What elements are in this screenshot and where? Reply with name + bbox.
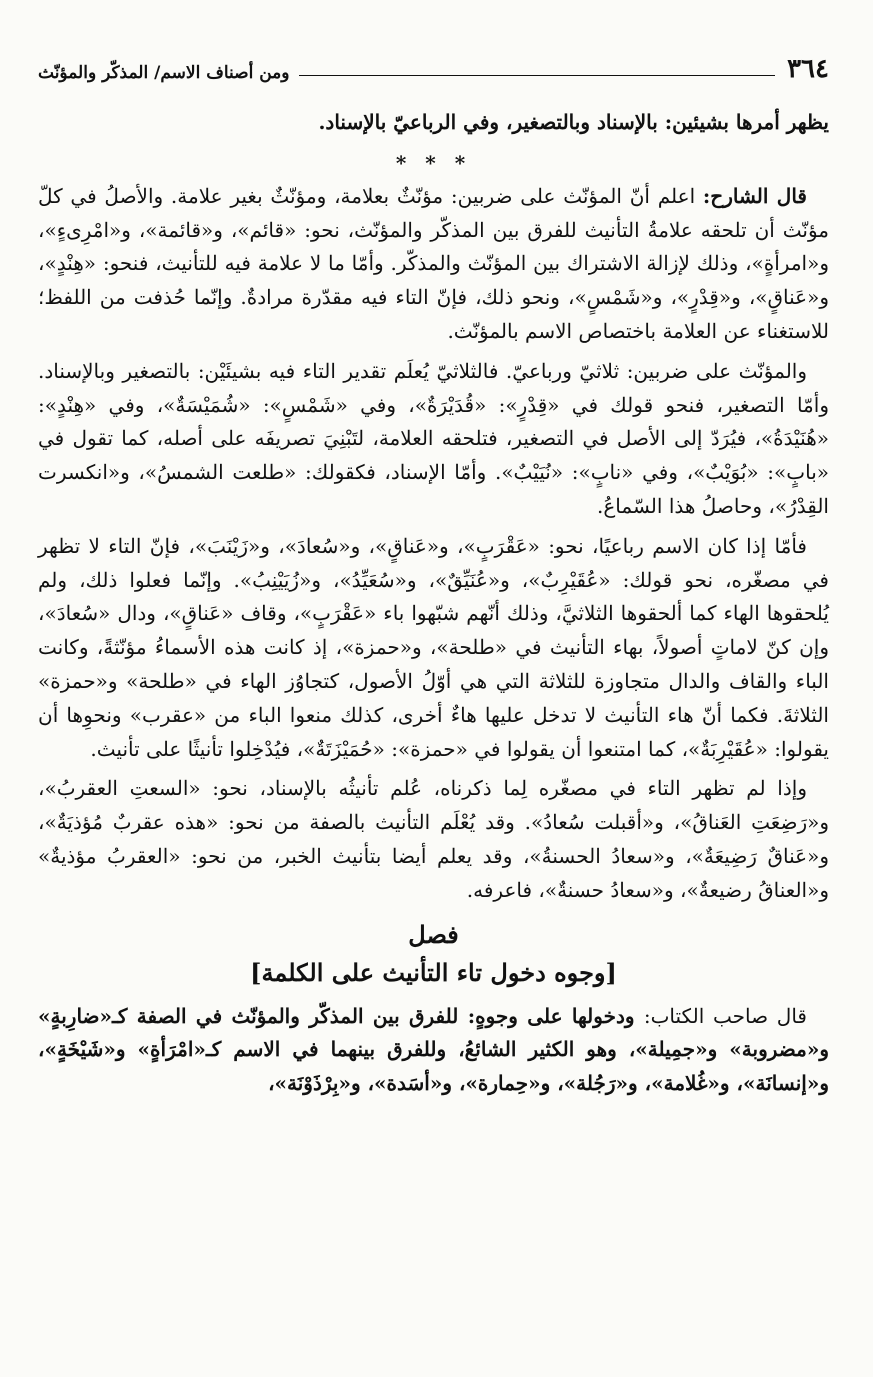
section-subtitle: [وجوه دخول تاء التأنيث على الكلمة] bbox=[250, 957, 617, 987]
section-title: فصل bbox=[408, 919, 459, 949]
header-rule bbox=[299, 75, 775, 76]
book-text-body: ودخولها على وجوهٍ: للفرق بين المذكّر والمؤنّث في الصفة كـ«ضارِبةٍ» و«مضروبة» و«جمِيلة»، وهو الكثير الشائعُ، وللفرق بينهما في الاسم كـ«امْرَأةٍ» و«شَيْخَةٍ»، و«إنسانَة»، و«غُلامة»، و«رَجُلة»، و«حِمارة»، و«أسَدة»، و«بِرْذَوْنَة»، bbox=[38, 1003, 829, 1096]
book-text-paragraph bbox=[38, 1000, 829, 1101]
commentary-paragraph-3: فأمّا إذا كان الاسم رباعيًا، نحو: «عَقْرَبٍ»، و«عَناقٍ»، و«سُعادَ»، و«زَيْنَبَ»، فإنّ التاء لا تظهر في مصغّره، نحو قولك: «عُقَيْرِبٌ»، و«عُنَيِّقٌ»، و«سُعَيِّدُ»، و«زُيَيْنِبُ». وإنّما فعلوا ذلك، ولم يُلحقوها الهاء كما ألحقوها الثلاثيَّ، وذلك أنّهم شبّهوا باء «عَقْرَبٍ»، وقاف «عَناقٍ»، ودال «سُعادَ»، وإن كنّ لاماتٍ أصولاً، بهاء التأنيث في «طلحة»، و«حمزة»، إذ كانت هذه الأسماءُ مؤنّثةً، وكانت الباء والقاف والدال متجاوزة للثلاثة التي هي أوّلُ الأصول، كتجاوُز الهاء في «طلحة» و«حمزة» الثلاثةَ. فكما أنّ هاء التأنيث لا تدخل عليها هاءٌ أخرى، كذلك منعوا الباء من «عقرب» ونحوِها أن يقولوا: «عُقَيْرِبَةٌ»، كما امتنعوا أن يقولوا في «حمزة»: «حُمَيْزَتَةٌ»، فيُدْخِلوا تأنيثًا على تأنيث. bbox=[38, 533, 829, 761]
page-body bbox=[38, 106, 829, 1101]
running-title: ومن أصناف الاسم/ المذكّر والمؤنّث bbox=[38, 63, 290, 83]
page-number: ٣٦٤ bbox=[787, 54, 829, 84]
commentary-paragraph-2: والمؤنّث على ضربين: ثلاثيّ ورباعيّ. فالثلاثيّ يُعلَم تقدير التاء فيه بشيئَيْن: بالتصغير وبالإسناد. وأمّا التصغير، فنحو قولك في «قِدْرٍ»: «قُدَيْرَةٌ»، وفي «شَمْسٍ»: «شُمَيْسَةٌ»، وفي «هِنْدٍ»: «هُنَيْدَةُ»، فيُرَدّ إلى الأصل في التصغير، فتلحقه العلامة، لتَبْنِيَ تصريفَه على أصله، كما تقول في «بابٍ»: «بُوَيْبٌ»، وفي «نابٍ»: «نُيَيْبٌ». وأمّا الإسناد، فكقولك: «طلعت الشمسُ»، و«انكسرت القِدْرُ»، وحاصلُ هذا السّماعُ. bbox=[38, 358, 829, 518]
intro-line: يظهر أمرها بشيئين: بالإسناد وبالتصغير، وفي الرباعيّ بالإسناد. bbox=[318, 110, 829, 134]
book-text-label: قال صاحب الكتاب: bbox=[643, 1003, 807, 1028]
commentary-paragraph-4: وإذا لم تظهر التاء في مصغّره لِما ذكرناه، عُلم تأنيثُه بالإسناد، نحو: «السعتِ العقربُ»، و«رَضِعَتِ العَناقُ»، و«أقبلت سُعادُ». وقد يُعْلَم التأنيث بالصفة من نحو: «هذه عقربٌ مُؤذيَةٌ»، و«عَناقٌ رَضِيعَةٌ»، و«سعادُ الحسنةُ»، وقد يعلم أيضا بتأنيث الخبر، من نحو: «العقربُ مؤذيةٌ» و«العناقُ رضيعةٌ»، و«سعادُ حسنةٌ»، فاعرفه. bbox=[38, 776, 829, 902]
commentary-text-1: اعلم أنّ المؤنّث على ضربين: مؤنّثٌ بعلامة، ومؤنّثٌ بغير علامة. والأصلُ في كلّ مؤنّث أن تلحقه علامةُ التأنيث للفرق بين المذكّر والمؤنّث، نحو: «قائم»، و«قائمة»، و«امْرِىءٍ»، و«امرأةٍ»، وذلك لإزالة الاشتراك بين المؤنّث والمذكّر. وأمّا ما لا علامة فيه للتأنيث، فنحو: «هِنْدٍ»، و«عَناقٍ»، و«قِدْرٍ»، و«شَمْسٍ»، ونحو ذلك، فإنّ التاء فيه مقدّرة مرادةٌ. وإنّما حُذفت من اللفظ؛ للاستغناء عن العلامة باختصاص الاسم بالمؤنّث. bbox=[38, 183, 829, 343]
page-header bbox=[38, 52, 829, 82]
commentary-label: قال الشارح: bbox=[702, 183, 807, 208]
commentary-paragraph-1 bbox=[38, 180, 829, 349]
section-separator: * * * bbox=[395, 150, 472, 175]
